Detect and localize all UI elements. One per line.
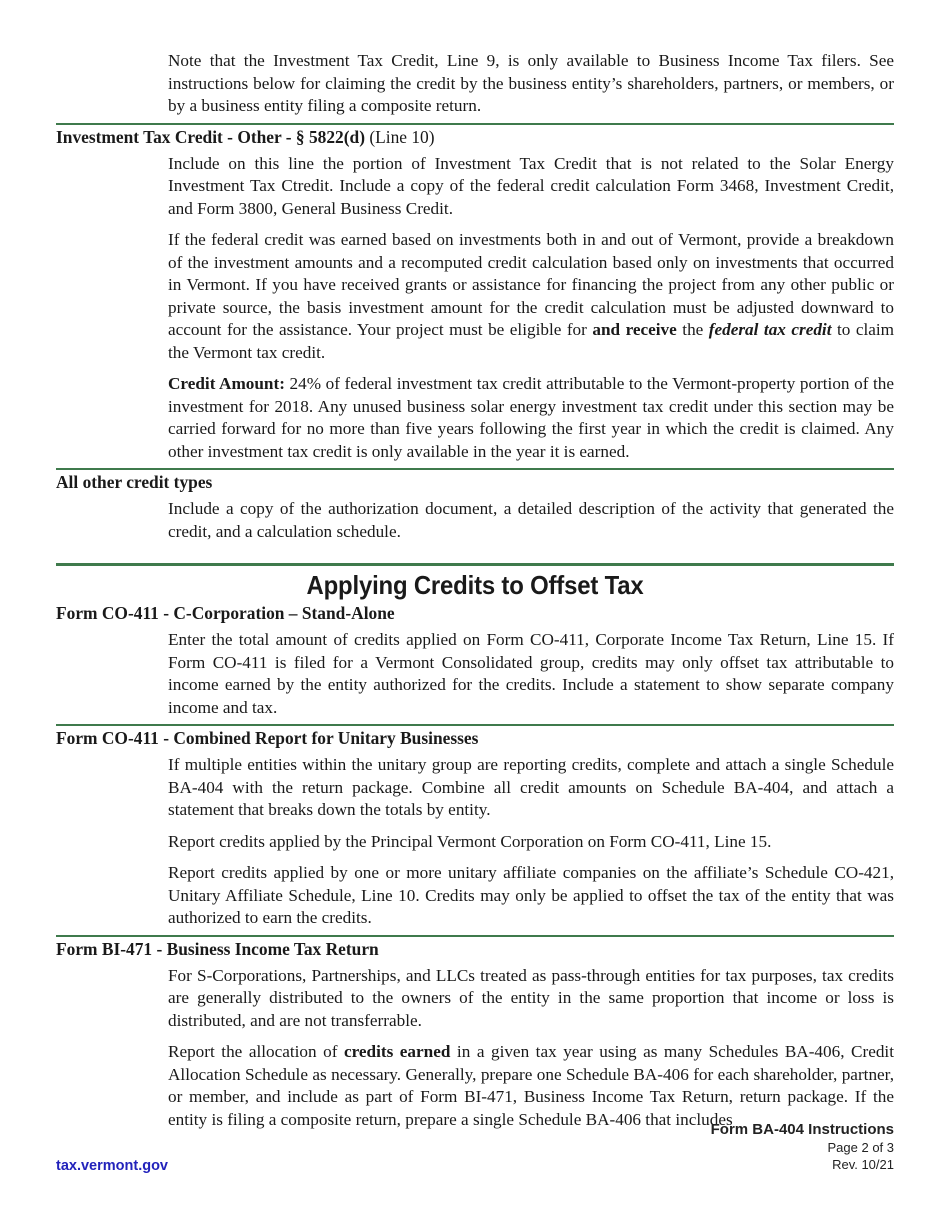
credit-amount-paragraph: [168, 373, 894, 463]
p2-bold: and receive: [592, 320, 677, 339]
credit-amount-label: Credit Amount:: [168, 374, 285, 393]
p2-text-c: to claim the Vermont tax credit.: [168, 320, 895, 362]
section-heading-co411-standalone: Form CO-411 - C-Corporation – Stand-Alone: [56, 603, 395, 623]
document-body: [56, 50, 894, 1131]
section-heading-itc-other: [56, 123, 894, 148]
footer-revision: Rev. 10/21: [832, 1157, 894, 1172]
footer-page-number: Page 2 of 3: [827, 1140, 894, 1155]
bi471-paragraph-2: [168, 1041, 894, 1131]
heading-bold-text: Investment Tax Credit - Other - § 5822(d): [56, 126, 365, 147]
credit-amount-text: 24% of federal investment tax credit attributable to the Vermont-property portion of the investment for 2018. Any unused business solar energy investment tax credit under this section may be carried forward for no more than five years following the first year in which the credit is claimed. Any other investment tax credit is only available in the year it is earned.: [168, 374, 894, 461]
p2-text-a: If the federal credit was earned based on investments both in and out of Vermont, provide a breakdown of the investment amounts and a recomputed credit calculation based only on investments that occurred in Vermont. If you have received grants or assistance for financing the project from any other public or private source, the basis investment amount for the credit calculation must be adjusted downward to account for the assistance. Your project must be eligible for: [168, 230, 894, 339]
co411-standalone-paragraph: Enter the total amount of credits applied on Form CO-411, Corporate Income Tax Return, Line 15. If Form CO-411 is filed for a Vermont Consolidated group, credits may only offset tax attributable to income earned by the entity authorized for the credits. Include a statement to show separate company income and tax.: [168, 630, 894, 717]
section-heading-bi471: Form BI-471 - Business Income Tax Return: [56, 935, 894, 960]
other-types-paragraph: Include a copy of the authorization document, a detailed description of the activity that generated the credit, and a calculation schedule.: [168, 499, 894, 541]
co411-combined-paragraph-2: Report credits applied by the Principal Vermont Corporation on Form CO-411, Line 15.: [168, 831, 772, 851]
section-heading-other-types: All other credit types: [56, 468, 894, 493]
heading-line-ref: (Line 10): [365, 126, 435, 147]
footer-form-title: Form BA-404 Instructions: [710, 1121, 894, 1138]
main-title: Applying Credits to Offset Tax: [306, 570, 644, 600]
co411-combined-paragraph-3: Report credits applied by one or more unitary affiliate companies on the affiliate’s Schedule CO-421, Unitary Affiliate Schedule, Line 10. Credits may only be applied to offset the tax of the entity that was authorized to earn the credits.: [168, 863, 894, 927]
footer-form-info: [711, 1120, 894, 1173]
footer-website-link[interactable]: tax.vermont.gov: [56, 1158, 168, 1174]
section-heading-co411-combined: Form CO-411 - Combined Report for Unitary Businesses: [56, 724, 894, 749]
bi471-p2-bold: credits earned: [343, 1042, 451, 1061]
p2-text-b: the: [676, 320, 709, 339]
section-divider: [56, 563, 894, 566]
bi471-paragraph-1: For S-Corporations, Partnerships, and LLCs treated as pass-through entities for tax purposes, tax credits are generally distributed to the owners of the entity in the same proportion that income or loss is distributed, and are not transferrable.: [168, 965, 894, 1030]
bi471-p2-text-b: in a given tax year using as many Schedules BA-406, Credit Allocation Schedule as necessary. Generally, prepare one Schedule BA-406 for each shareholder, partner, or member, and include as part of Form BI-471, Business Income Tax Return, return package. If the entity is filing a composite return, prepare a single Schedule BA-406 that includes: [168, 1042, 894, 1129]
p2-bold-italic: federal tax credit: [708, 320, 832, 339]
itc-other-paragraph-1: Include on this line the portion of Investment Tax Credit that is not related to the Solar Energy Investment Tax Ctredit. Include a copy of the federal credit calculation Form 3468, Investment Credit, and Form 3800, General Business Credit.: [168, 153, 894, 218]
bi471-p2-text-a: Report the allocation of: [168, 1042, 344, 1061]
co411-combined-paragraph-1: If multiple entities within the unitary group are reporting credits, complete and attach a single Schedule BA-404 with the return package. Combine all credit amounts on Schedule BA-404, and attach a statement that breaks down the totals by entity.: [168, 755, 894, 819]
intro-note: Note that the Investment Tax Credit, Line 9, is only available to Business Income Tax filers. See instructions below for claiming the credit by the business entity’s shareholders, partners, or members, or by a business entity filing a composite return.: [168, 51, 894, 115]
itc-other-paragraph-2: [168, 229, 894, 364]
